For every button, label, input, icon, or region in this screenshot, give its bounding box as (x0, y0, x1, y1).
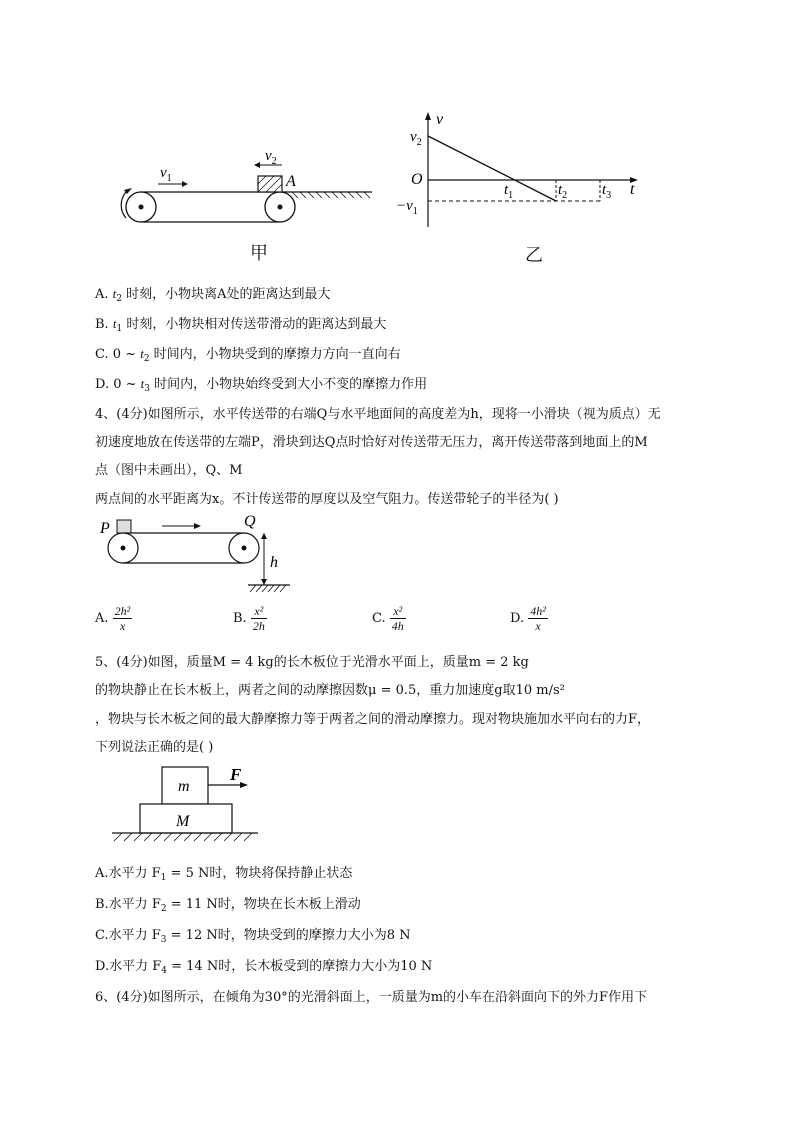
label-f: F (230, 765, 242, 784)
q5-text-line1: 5、(4分)如图，质量M = 4 kg的长木板位于光滑水平面上，质量m = 2 kg (95, 655, 529, 670)
q4-option-d[interactable]: D. $\frac{\text{4h²}}{x}$ (510, 604, 546, 633)
q5-text-line3: ，物块与长木板之间的最大静摩擦力等于两者之间的滑动摩擦力。现对物块施加水平向右的力F， (95, 712, 651, 727)
label-h: h (270, 554, 278, 571)
t-axis-label: t (630, 181, 635, 198)
block-a (258, 176, 282, 192)
t1-label: $t_1$ (504, 182, 514, 201)
t2-label: $t_2$ (558, 182, 568, 201)
q4-text-line2: 初速度地放在传送带的左端P，滑块到达Q点时恰好对传送带无压力，离开传送带落到地面上的M (95, 435, 648, 450)
q5-text-line2: 的物块静止在长木板上，两者之间的动摩擦因数μ = 0.5，重力加速度g取10 m/s² (95, 683, 565, 698)
q4-figure (98, 512, 298, 594)
figure-yi (392, 110, 652, 230)
q5-option-b[interactable]: B.水平力 $F_2 = 11$ N时，物块在长木板上滑动 (95, 897, 361, 914)
graph-line (428, 136, 556, 201)
q4-text-line1: 4、(4分)如图所示，水平传送带的右端Q与水平地面间的高度差为h，现将一小滑块（视为质点）无 (95, 407, 661, 422)
q4-text-line3: 点（图中未画出），Q、M (95, 463, 243, 478)
q3-option-d[interactable]: D. 0 ~ $t_3$ 时间内，小物块始终受到大小不变的摩擦力作用 (95, 376, 428, 394)
q4-text-line4: 两点间的水平距离为x。不计传送带的厚度以及空气阻力。传送带轮子的半径为( ) (95, 492, 559, 507)
point-a-label: A (286, 173, 296, 190)
v1-label: $v_1$ (160, 165, 172, 184)
q4-option-a[interactable]: A. $\frac{\text{2h²}}{x}$ (95, 604, 131, 633)
q5-figure (110, 763, 270, 847)
t3-label: $t_3$ (602, 182, 612, 201)
label-big-m: M (176, 813, 190, 830)
q5-option-c[interactable]: C.水平力 $F_3 = 12$ N时，物块受到的摩擦力大小为8 N (95, 928, 411, 945)
q3-option-b[interactable]: B. $t_1$ 时刻，小物块相对传送带滑动的距离达到最大 (95, 316, 387, 334)
q3-option-c[interactable]: C. 0 ~ $t_2$ 时间内，小物块受到的摩擦力方向一直向右 (95, 346, 401, 364)
label-q: Q (244, 513, 256, 530)
figure-jia (110, 140, 380, 230)
q4-option-c[interactable]: C. $\frac{\text{x²}}{4h}$ (372, 604, 404, 633)
v-axis-label: v (436, 111, 444, 128)
q5-text-line4: 下列说法正确的是( ) (95, 740, 214, 755)
q5-option-a[interactable]: A.水平力 $F_1 = 5$ N时，物块将保持静止状态 (95, 866, 353, 883)
v2-label: $v_2$ (265, 148, 277, 167)
caption-jia: 甲 (250, 243, 268, 264)
q4-option-b[interactable]: B. $\frac{\text{x²}}{2h}$ (233, 604, 265, 633)
label-m: m (178, 778, 190, 795)
v2-tick-label: $v_2$ (410, 129, 422, 148)
caption-yi: 乙 (525, 245, 543, 266)
q5-option-d[interactable]: D.水平力 $F_4 = 14$ N时，长木板受到的摩擦力大小为10 N (95, 959, 433, 976)
neg-v1-tick-label: $-v_1$ (396, 198, 418, 217)
label-p: P (100, 520, 110, 537)
slider-block (117, 520, 131, 533)
q6-text-line1: 6、(4分)如图所示，在倾角为30°的光滑斜面上，一质量为m的小车在沿斜面向下的外力F作用下 (95, 990, 648, 1005)
q3-option-a[interactable]: A. $t_2$ 时刻，小物块离A处的距离达到最大 (95, 286, 331, 304)
origin-label: O (411, 171, 423, 188)
